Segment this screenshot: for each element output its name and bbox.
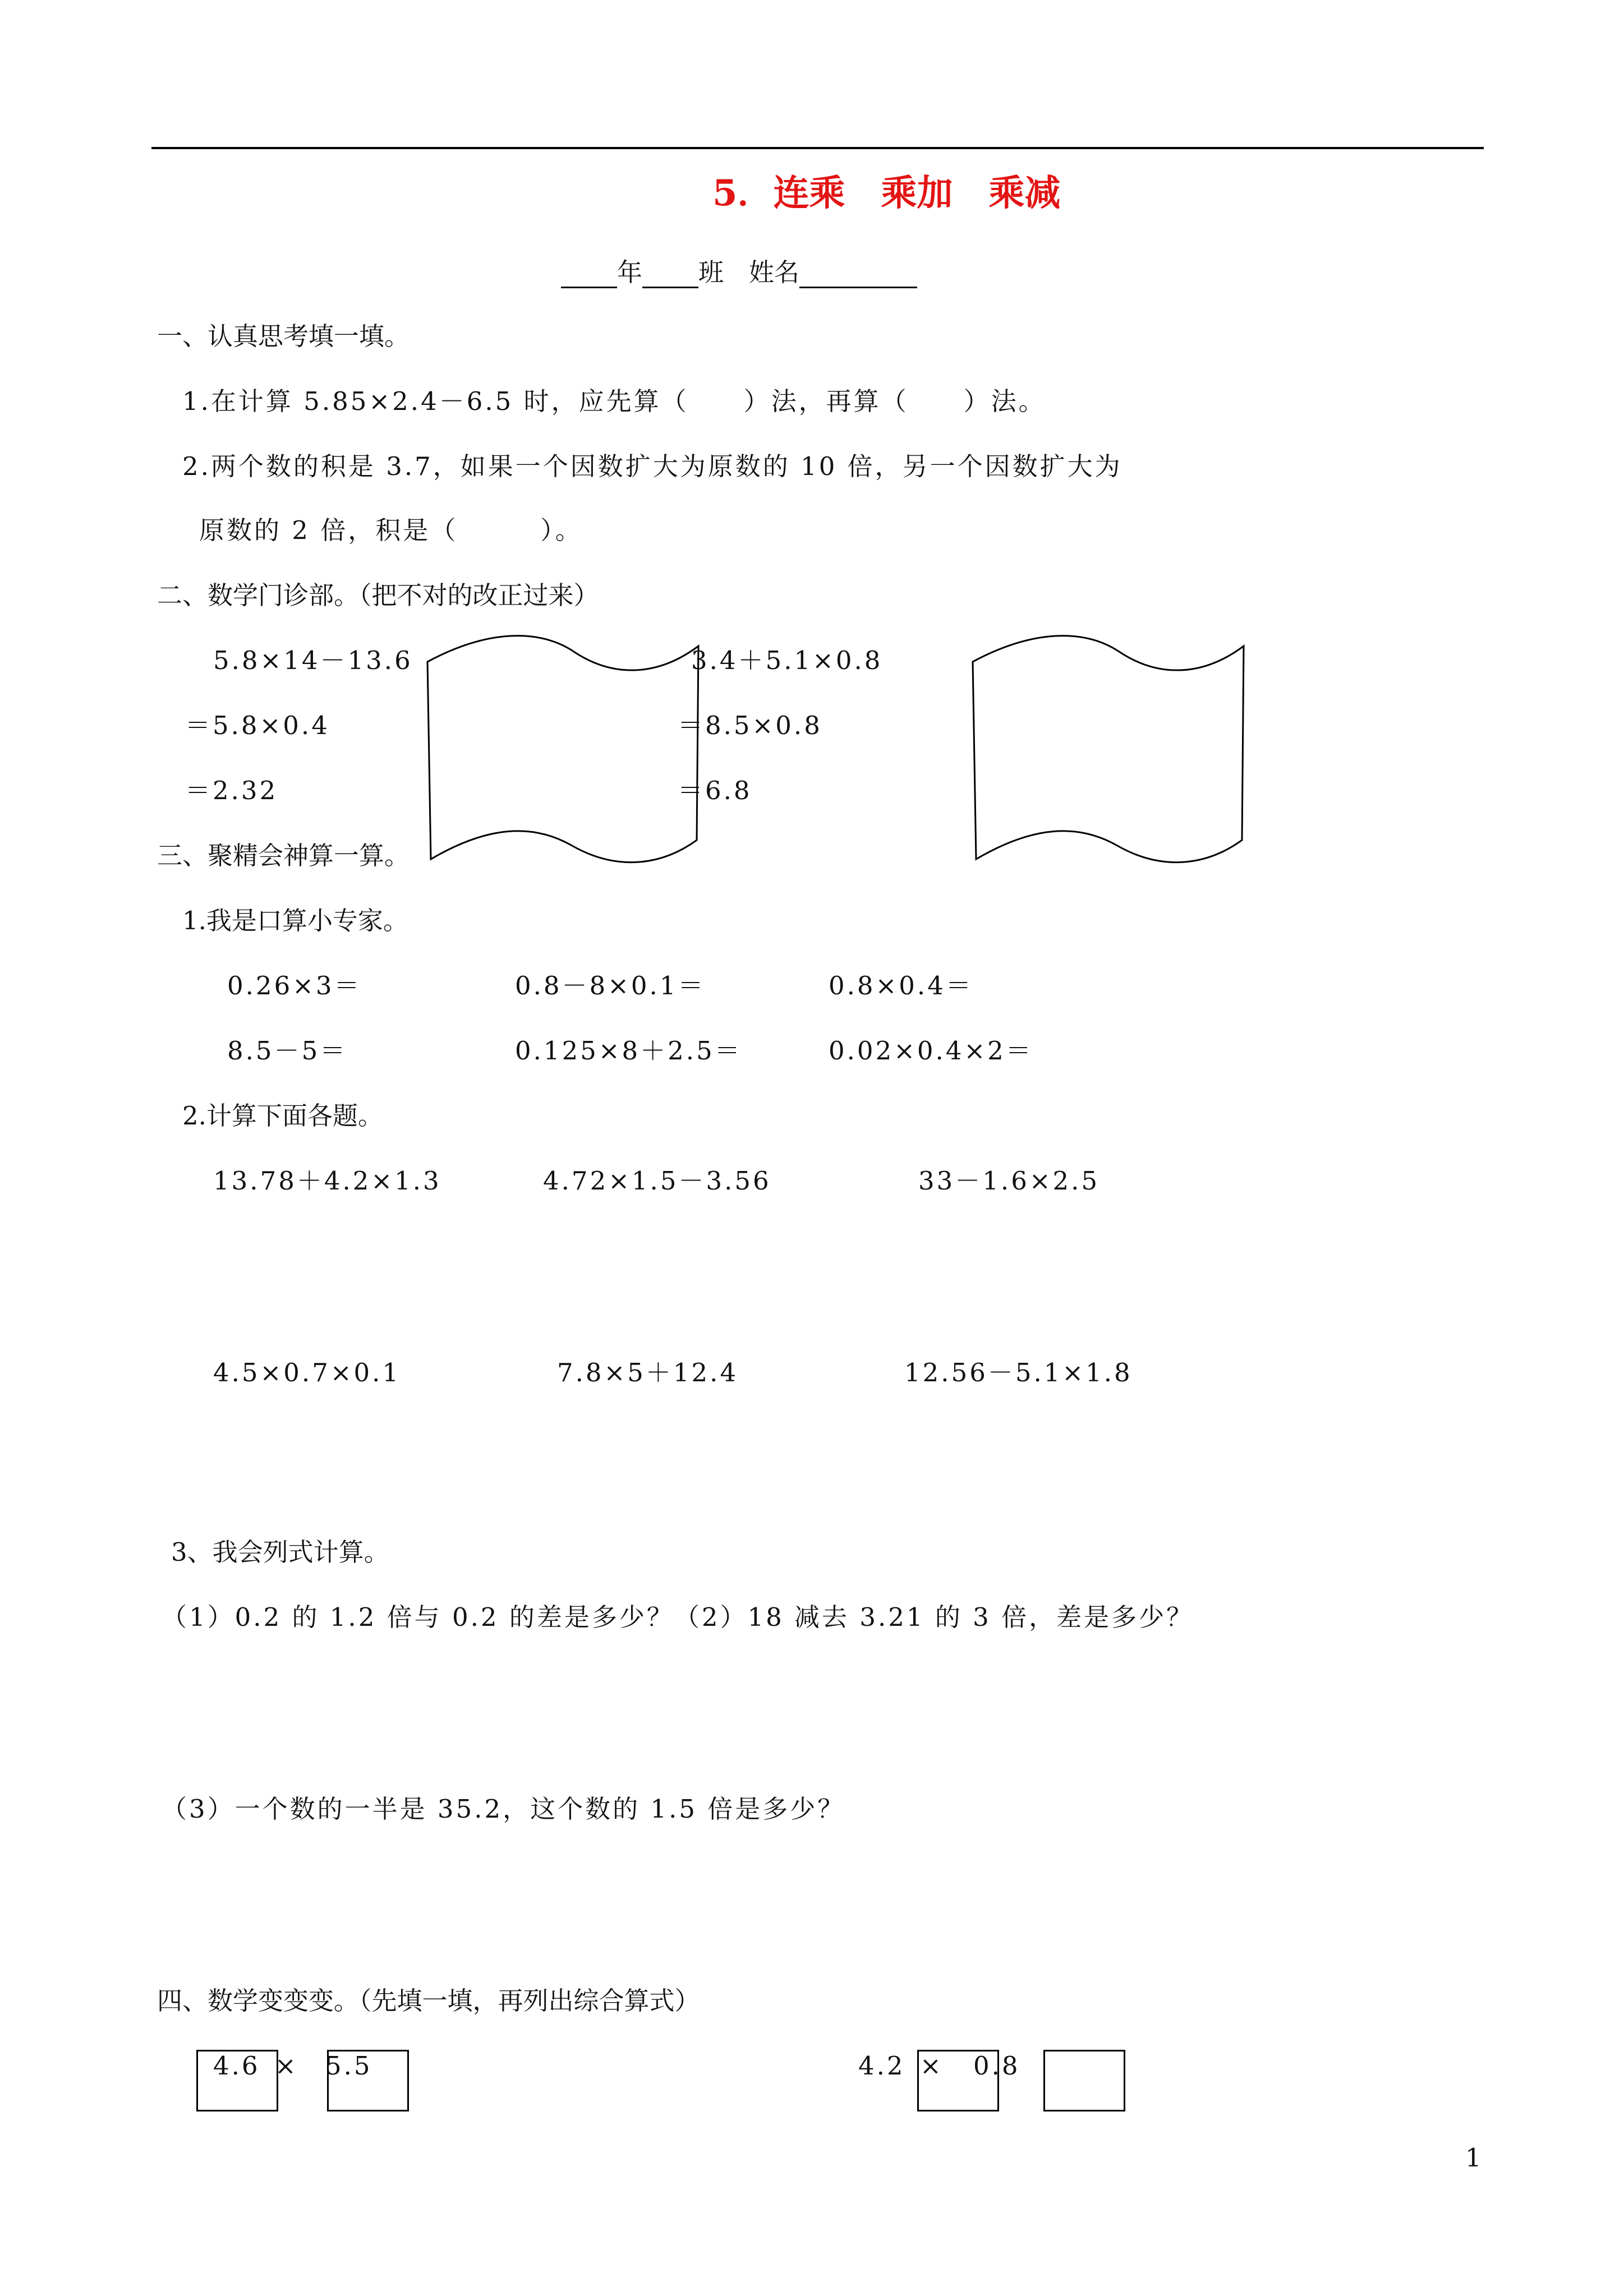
calc-item: 33－1.6×2.5: [918, 1166, 1100, 1196]
section4-heading: 四、数学变变变。（先填一填，再列出综合算式）: [157, 1986, 700, 2016]
oral-item: 0.8×0.4＝: [829, 971, 973, 1001]
section3-heading: 三、聚精会神算一算。: [157, 841, 410, 870]
student-info-form: [561, 257, 917, 288]
page-title: 5．连乘 乘加 乘减: [712, 172, 1061, 214]
word-problems-heading: 3、我会列式计算。: [171, 1537, 389, 1567]
year-label: 年: [617, 257, 643, 287]
calc-heading: 2.计算下面各题。: [182, 1101, 383, 1131]
problem-b-line3: ＝6.8: [678, 776, 752, 805]
section2-heading: 二、数学门诊部。（把不对的改正过来）: [157, 580, 599, 610]
chain-b-number-1: 4.2: [858, 2051, 905, 2081]
chain-a-number-2: 5.5: [325, 2051, 372, 2081]
oral-item: 0.02×0.4×2＝: [829, 1036, 1033, 1066]
problem-a-line3: ＝2.32: [185, 776, 278, 805]
calc-item: 4.72×1.5－3.56: [543, 1166, 771, 1196]
year-blank[interactable]: [561, 260, 617, 288]
chain-a-operator: ×: [275, 2051, 296, 2081]
problem-b-line2: ＝8.5×0.8: [678, 711, 822, 740]
chain-a-number-1: 4.6: [213, 2051, 260, 2081]
oral-heading: 1.我是口算小专家。: [182, 906, 408, 935]
chain-b-number-2: 0.8: [973, 2051, 1020, 2081]
question-1-2-line2: 原数的 2 倍，积是（ ）。: [199, 515, 583, 545]
name-blank[interactable]: [799, 260, 917, 288]
calc-item: 13.78＋4.2×1.3: [213, 1166, 441, 1196]
word-problem-3: （3）一个数的一半是 35.2，这个数的 1.5 倍是多少？: [162, 1794, 845, 1824]
calc-item: 7.8×5＋12.4: [557, 1358, 739, 1387]
class-label: 班: [698, 257, 724, 287]
correction-box-b[interactable]: [966, 634, 1252, 875]
oral-item: 0.26×3＝: [227, 971, 362, 1001]
question-1-1: 1.在计算 5.85×2.4－6.5 时，应先算（ ）法，再算（ ）法。: [182, 386, 1046, 416]
class-blank[interactable]: [642, 260, 698, 288]
oral-item: 8.5－5＝: [227, 1036, 348, 1066]
header-rule: [151, 147, 1484, 149]
calc-item: 4.5×0.7×0.1: [213, 1358, 401, 1387]
problem-a-line2: ＝5.8×0.4: [185, 711, 330, 740]
name-label: 姓名: [749, 257, 800, 287]
chain-b-box-2[interactable]: [1043, 2050, 1125, 2111]
calc-item: 12.56－5.1×1.8: [904, 1358, 1133, 1387]
problem-b-line1: 3.4＋5.1×0.8: [691, 646, 883, 675]
chain-b-operator: ×: [920, 2051, 941, 2081]
question-1-2-line1: 2.两个数的积是 3.7，如果一个因数扩大为原数的 10 倍，另一个因数扩大为: [182, 451, 1122, 481]
word-problems-1-2: （1）0.2 的 1.2 倍与 0.2 的差是多少？（2）18 减去 3.21 的 3 倍，差是多少？: [162, 1602, 1194, 1632]
page-number: 1: [1465, 2143, 1482, 2173]
problem-a-line1: 5.8×14－13.6: [213, 646, 413, 675]
oral-item: 0.125×8＋2.5＝: [515, 1036, 742, 1066]
oral-item: 0.8－8×0.1＝: [515, 971, 706, 1001]
section1-heading: 一、认真思考填一填。: [157, 321, 410, 351]
correction-box-a[interactable]: [421, 634, 707, 875]
